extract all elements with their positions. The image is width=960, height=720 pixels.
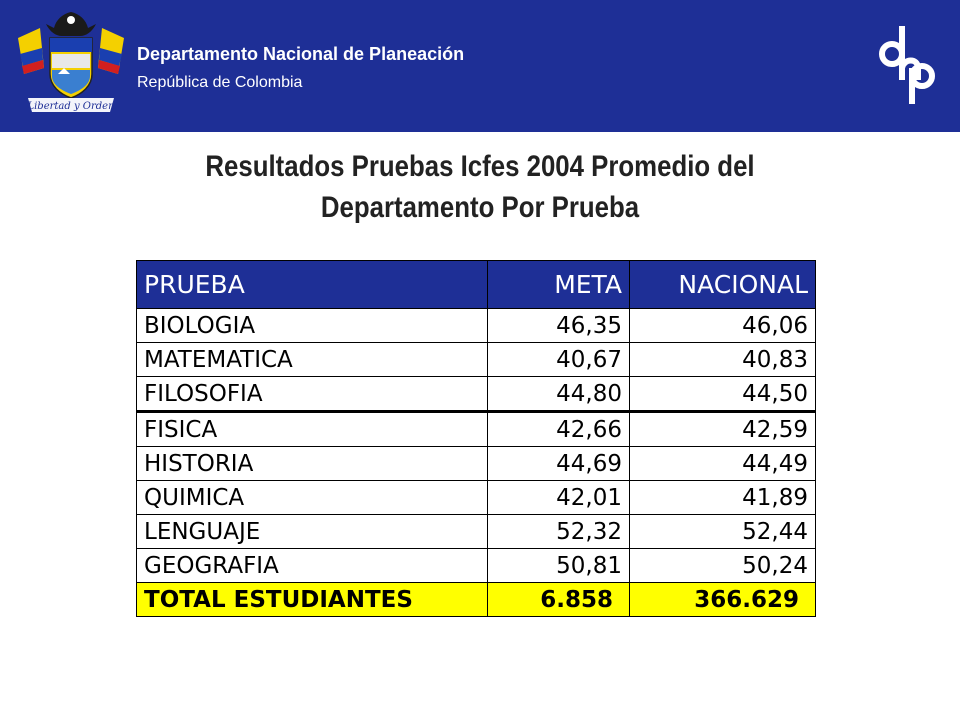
cell-meta: 40,67 (488, 343, 630, 377)
title-line-2: Departamento Por Prueba (320, 191, 640, 224)
coat-of-arms-icon (10, 8, 132, 126)
table-header-row (137, 261, 816, 309)
cell-nacional: 44,49 (630, 447, 816, 481)
cell-nacional: 42,59 (630, 412, 816, 447)
page-title (153, 146, 807, 228)
table-row (137, 309, 816, 343)
cell-prueba: GEOGRAFIA (137, 549, 488, 583)
cell-nacional: 44,50 (630, 377, 816, 412)
table-row (137, 515, 816, 549)
table-row (137, 481, 816, 515)
cell-prueba: FISICA (137, 412, 488, 447)
header-banner (0, 0, 960, 132)
title-line-1: Resultados Pruebas Icfes 2004 Promedio del (205, 150, 755, 183)
cell-nacional: 41,89 (630, 481, 816, 515)
cell-meta: 52,32 (488, 515, 630, 549)
cell-nacional: 40,83 (630, 343, 816, 377)
table-row (137, 447, 816, 481)
cell-meta: 50,81 (488, 549, 630, 583)
header-prueba: PRUEBA (137, 261, 488, 309)
table-row (137, 377, 816, 412)
header-nacional: NACIONAL (630, 261, 816, 309)
table-row (137, 549, 816, 583)
cell-prueba: QUIMICA (137, 481, 488, 515)
cell-meta: 42,01 (488, 481, 630, 515)
cell-prueba: HISTORIA (137, 447, 488, 481)
table-row (137, 343, 816, 377)
dnp-logo-icon (876, 24, 938, 106)
org-name: Departamento Nacional de Planeación (137, 44, 465, 64)
table-row (137, 412, 816, 447)
cell-nacional: 52,44 (630, 515, 816, 549)
header-meta: META (488, 261, 630, 309)
cell-prueba: FILOSOFIA (137, 377, 488, 412)
cell-meta: 44,80 (488, 377, 630, 412)
cell-prueba: LENGUAJE (137, 515, 488, 549)
total-label: TOTAL ESTUDIANTES (137, 583, 488, 617)
svg-text:Libertad y Orden: Libertad y Orden (27, 101, 115, 112)
cell-nacional: 46,06 (630, 309, 816, 343)
cell-prueba: MATEMATICA (137, 343, 488, 377)
cell-nacional: 50,24 (630, 549, 816, 583)
results-table (136, 260, 816, 617)
cell-meta: 46,35 (488, 309, 630, 343)
org-subtitle: República de Colombia (137, 74, 303, 91)
total-meta: 6.858 (488, 583, 630, 617)
cell-meta: 42,66 (488, 412, 630, 447)
total-nacional: 366.629 (630, 583, 816, 617)
table-total-row (137, 583, 816, 617)
cell-prueba: BIOLOGIA (137, 309, 488, 343)
cell-meta: 44,69 (488, 447, 630, 481)
